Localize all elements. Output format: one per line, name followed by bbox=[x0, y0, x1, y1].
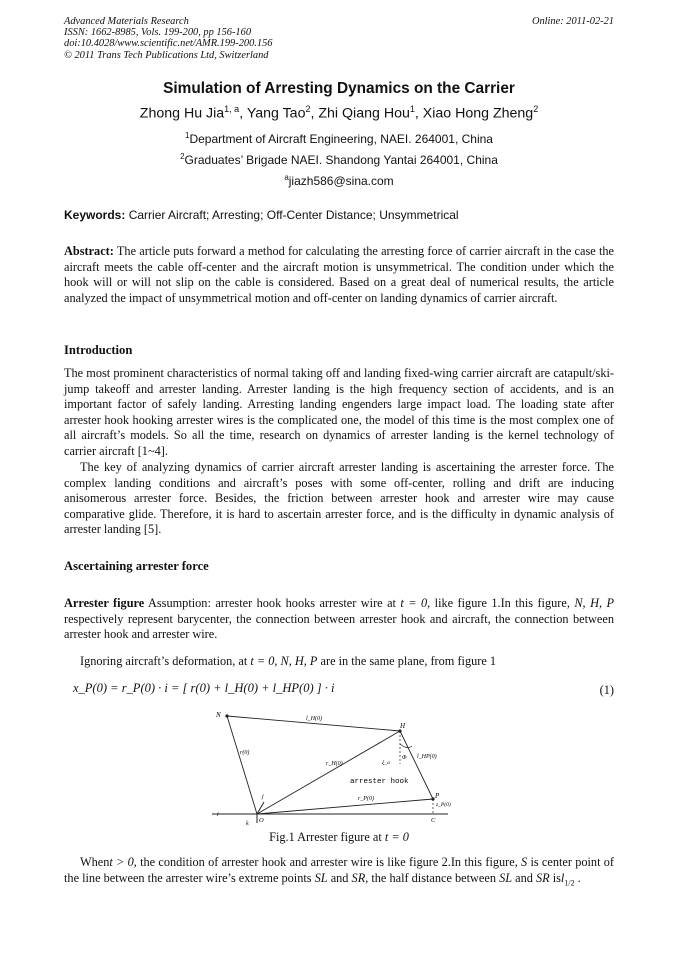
segment-o-h bbox=[257, 731, 400, 814]
affiliation-1 bbox=[0, 131, 678, 146]
math-inline: t = 0, N, H, P bbox=[250, 654, 318, 668]
segment-o-p bbox=[257, 799, 433, 814]
label-k: k bbox=[246, 821, 249, 826]
author-affil: 1 bbox=[409, 104, 415, 114]
math-inline: t = 0 bbox=[400, 596, 428, 610]
text-run: Ignoring aircraft’s deformation, at bbox=[80, 654, 251, 668]
author-list bbox=[0, 104, 678, 122]
section-heading: Ascertaining arrester force bbox=[64, 559, 209, 573]
label-rp: r_P(0) bbox=[358, 796, 374, 802]
text-run: , the half distance between bbox=[365, 870, 500, 885]
author-sep: , bbox=[310, 105, 319, 122]
math-subscript: 1/2 bbox=[564, 877, 575, 887]
ignoring-paragraph bbox=[80, 654, 620, 670]
author-email bbox=[0, 173, 678, 188]
math-inline: SR bbox=[535, 870, 550, 885]
label-j: j bbox=[262, 794, 264, 800]
point-n bbox=[225, 714, 228, 717]
label-phi: Φ bbox=[402, 755, 407, 761]
doi-line: doi:10.4028/www.scientific.net/AMR.199-200.156 bbox=[64, 38, 273, 50]
figure-caption bbox=[0, 830, 678, 845]
math-inline: SL bbox=[314, 870, 328, 885]
introduction-heading: Introduction bbox=[64, 343, 133, 357]
author-name: Zhong Hu Jia bbox=[139, 105, 225, 122]
affiliation-text: Graduates’ Brigade NAEI. Shandong Yantai 264001, China bbox=[184, 153, 498, 167]
text-run: is bbox=[549, 870, 561, 885]
text-run: , like figure 1.In this figure, bbox=[427, 596, 575, 610]
math-inline: t > 0 bbox=[109, 855, 134, 869]
label-h: H bbox=[400, 722, 406, 730]
when-paragraph bbox=[64, 855, 614, 890]
arrester-figure-paragraph bbox=[64, 596, 614, 643]
math-inline: S bbox=[521, 855, 528, 869]
affiliation-mark: a bbox=[284, 173, 289, 182]
label-i: i bbox=[217, 812, 219, 818]
equation-number: (1) bbox=[599, 683, 614, 697]
label-o: O bbox=[259, 817, 264, 824]
author-name: Zhi Qiang Hou bbox=[318, 105, 410, 122]
text-run: and bbox=[327, 870, 349, 885]
text-run: When bbox=[80, 855, 110, 869]
introduction-paragraph-2: The key of analyzing dynamics of carrier aircraft arrester landing is ascertaining the arrester force. The complex landing conditions and aircraft’s poses with some off-center, rolling and drift are inducing anisomerous arrester force. Besides, the friction between arrester hook and arrester wire may cause comparative glide. Therefore, it is hard to ascertain arrester force, and is the difficulty in dynamic analysis of arrester landing [5]. bbox=[64, 460, 614, 536]
label-n: N bbox=[216, 711, 221, 719]
arrester-figure bbox=[210, 706, 470, 826]
copyright-line: © 2011 Trans Tech Publications Ltd, Switzerland bbox=[64, 49, 269, 61]
paragraph-lead: Arrester figure bbox=[64, 596, 145, 610]
text-run: , the condition of arrester hook and arrester wire is like figure 2.In this figure, bbox=[133, 855, 522, 869]
paper-title: Simulation of Arresting Dynamics on the Carrier bbox=[163, 80, 515, 97]
text-run: Assumption: arrester hook hooks arrester wire at bbox=[144, 596, 401, 610]
author-affil: 2 bbox=[305, 104, 311, 114]
journal-header bbox=[64, 16, 484, 61]
abstract-text: The article puts forward a method for calculating the arresting force of carrier aircraft in the case the aircraft meets the cable off-center and the aircraft motion is unsymmetrical. The condition under which the hook will or will not slip on the cable is considered. Based on a great deal of numerical results, the article analyzed the impact of unsymmetrical motion and off-center on landing dynamics of carrier aircraft. bbox=[64, 244, 614, 305]
text-run: respectively represent barycenter, the connection between arrester hook and aircraft, the connection between arrester hook and arrester wire. bbox=[64, 611, 614, 641]
affiliation-text: Department of Aircraft Engineering, NAEI. 264001, China bbox=[189, 132, 493, 146]
label-p: P bbox=[435, 792, 440, 800]
online-date: Online: 2011-02-21 bbox=[531, 16, 614, 27]
math-inline: SR bbox=[351, 870, 366, 885]
label-c: C bbox=[431, 817, 436, 824]
caption-math: t = 0 bbox=[384, 830, 409, 844]
keywords-label: Keywords: bbox=[64, 208, 126, 222]
label-zeta: ξ_a bbox=[382, 760, 390, 766]
introduction-paragraph-1: The most prominent characteristics of normal taking off and landing fixed-wing carrier aircraft are catapult/ski-jump takeoff and arrester landing. Arrester landing is the high frequency section of accidents, and is an important factor of safely landing. Arresting landing engenders large impact load. The loading state after arrester hook hooking arrester wires is the complicated one, the model of this time is the most complex one of all aircraft’s models. So all the time, research on dynamics of arrester landing is the kernel technology of carrier aircraft [1~4]. bbox=[64, 366, 614, 458]
label-zp: z_P(0) bbox=[436, 802, 451, 808]
segment-n-o bbox=[227, 716, 257, 814]
equation-1: x_P(0) = r_P(0) · i = [ r(0) + l_H(0) + l_HP(0) ] · i bbox=[73, 681, 335, 695]
segment-h-p bbox=[400, 731, 433, 799]
math-inline: SL bbox=[499, 870, 513, 885]
abstract bbox=[64, 244, 614, 306]
author-sep: , bbox=[414, 105, 423, 122]
journal-name: Advanced Materials Research bbox=[64, 16, 189, 27]
label-rh: r_H(0) bbox=[326, 761, 343, 767]
author-affil: 2 bbox=[533, 104, 539, 114]
math-inline: l bbox=[560, 870, 565, 885]
label-r0: r(0) bbox=[240, 750, 250, 756]
text-run: . bbox=[574, 870, 581, 885]
affiliation-mark: 1 bbox=[185, 131, 190, 140]
text-run: are in the same plane, from figure 1 bbox=[317, 654, 497, 668]
text-run: is center point of the line between the arrester wire’s extreme points bbox=[64, 855, 614, 885]
text-run: and bbox=[512, 870, 536, 885]
author-affil: 1, a bbox=[224, 104, 240, 114]
email-text: jiazh586@sina.com bbox=[288, 174, 394, 188]
label-arrester-hook: arrester hook bbox=[350, 778, 409, 786]
label-lh: l_H(0) bbox=[306, 716, 322, 722]
abstract-label: Abstract: bbox=[64, 244, 114, 258]
author-name: Xiao Hong Zheng bbox=[422, 105, 534, 122]
issn-line: ISSN: 1662-8985, Vols. 199-200, pp 156-160 bbox=[64, 27, 252, 39]
keywords bbox=[64, 208, 616, 222]
label-lhp: l_HP(0) bbox=[417, 754, 437, 760]
caption-text: Fig.1 Arrester figure at bbox=[269, 830, 385, 844]
affiliation-mark: 2 bbox=[180, 152, 185, 161]
author-sep: , bbox=[239, 105, 247, 122]
angle-arc bbox=[400, 744, 412, 748]
keywords-text: Carrier Aircraft; Arresting; Off-Center Distance; Unsymmetrical bbox=[128, 208, 459, 222]
author-name: Yang Tao bbox=[246, 105, 306, 122]
affiliation-2 bbox=[0, 152, 678, 167]
math-inline: N, H, P bbox=[574, 596, 614, 610]
